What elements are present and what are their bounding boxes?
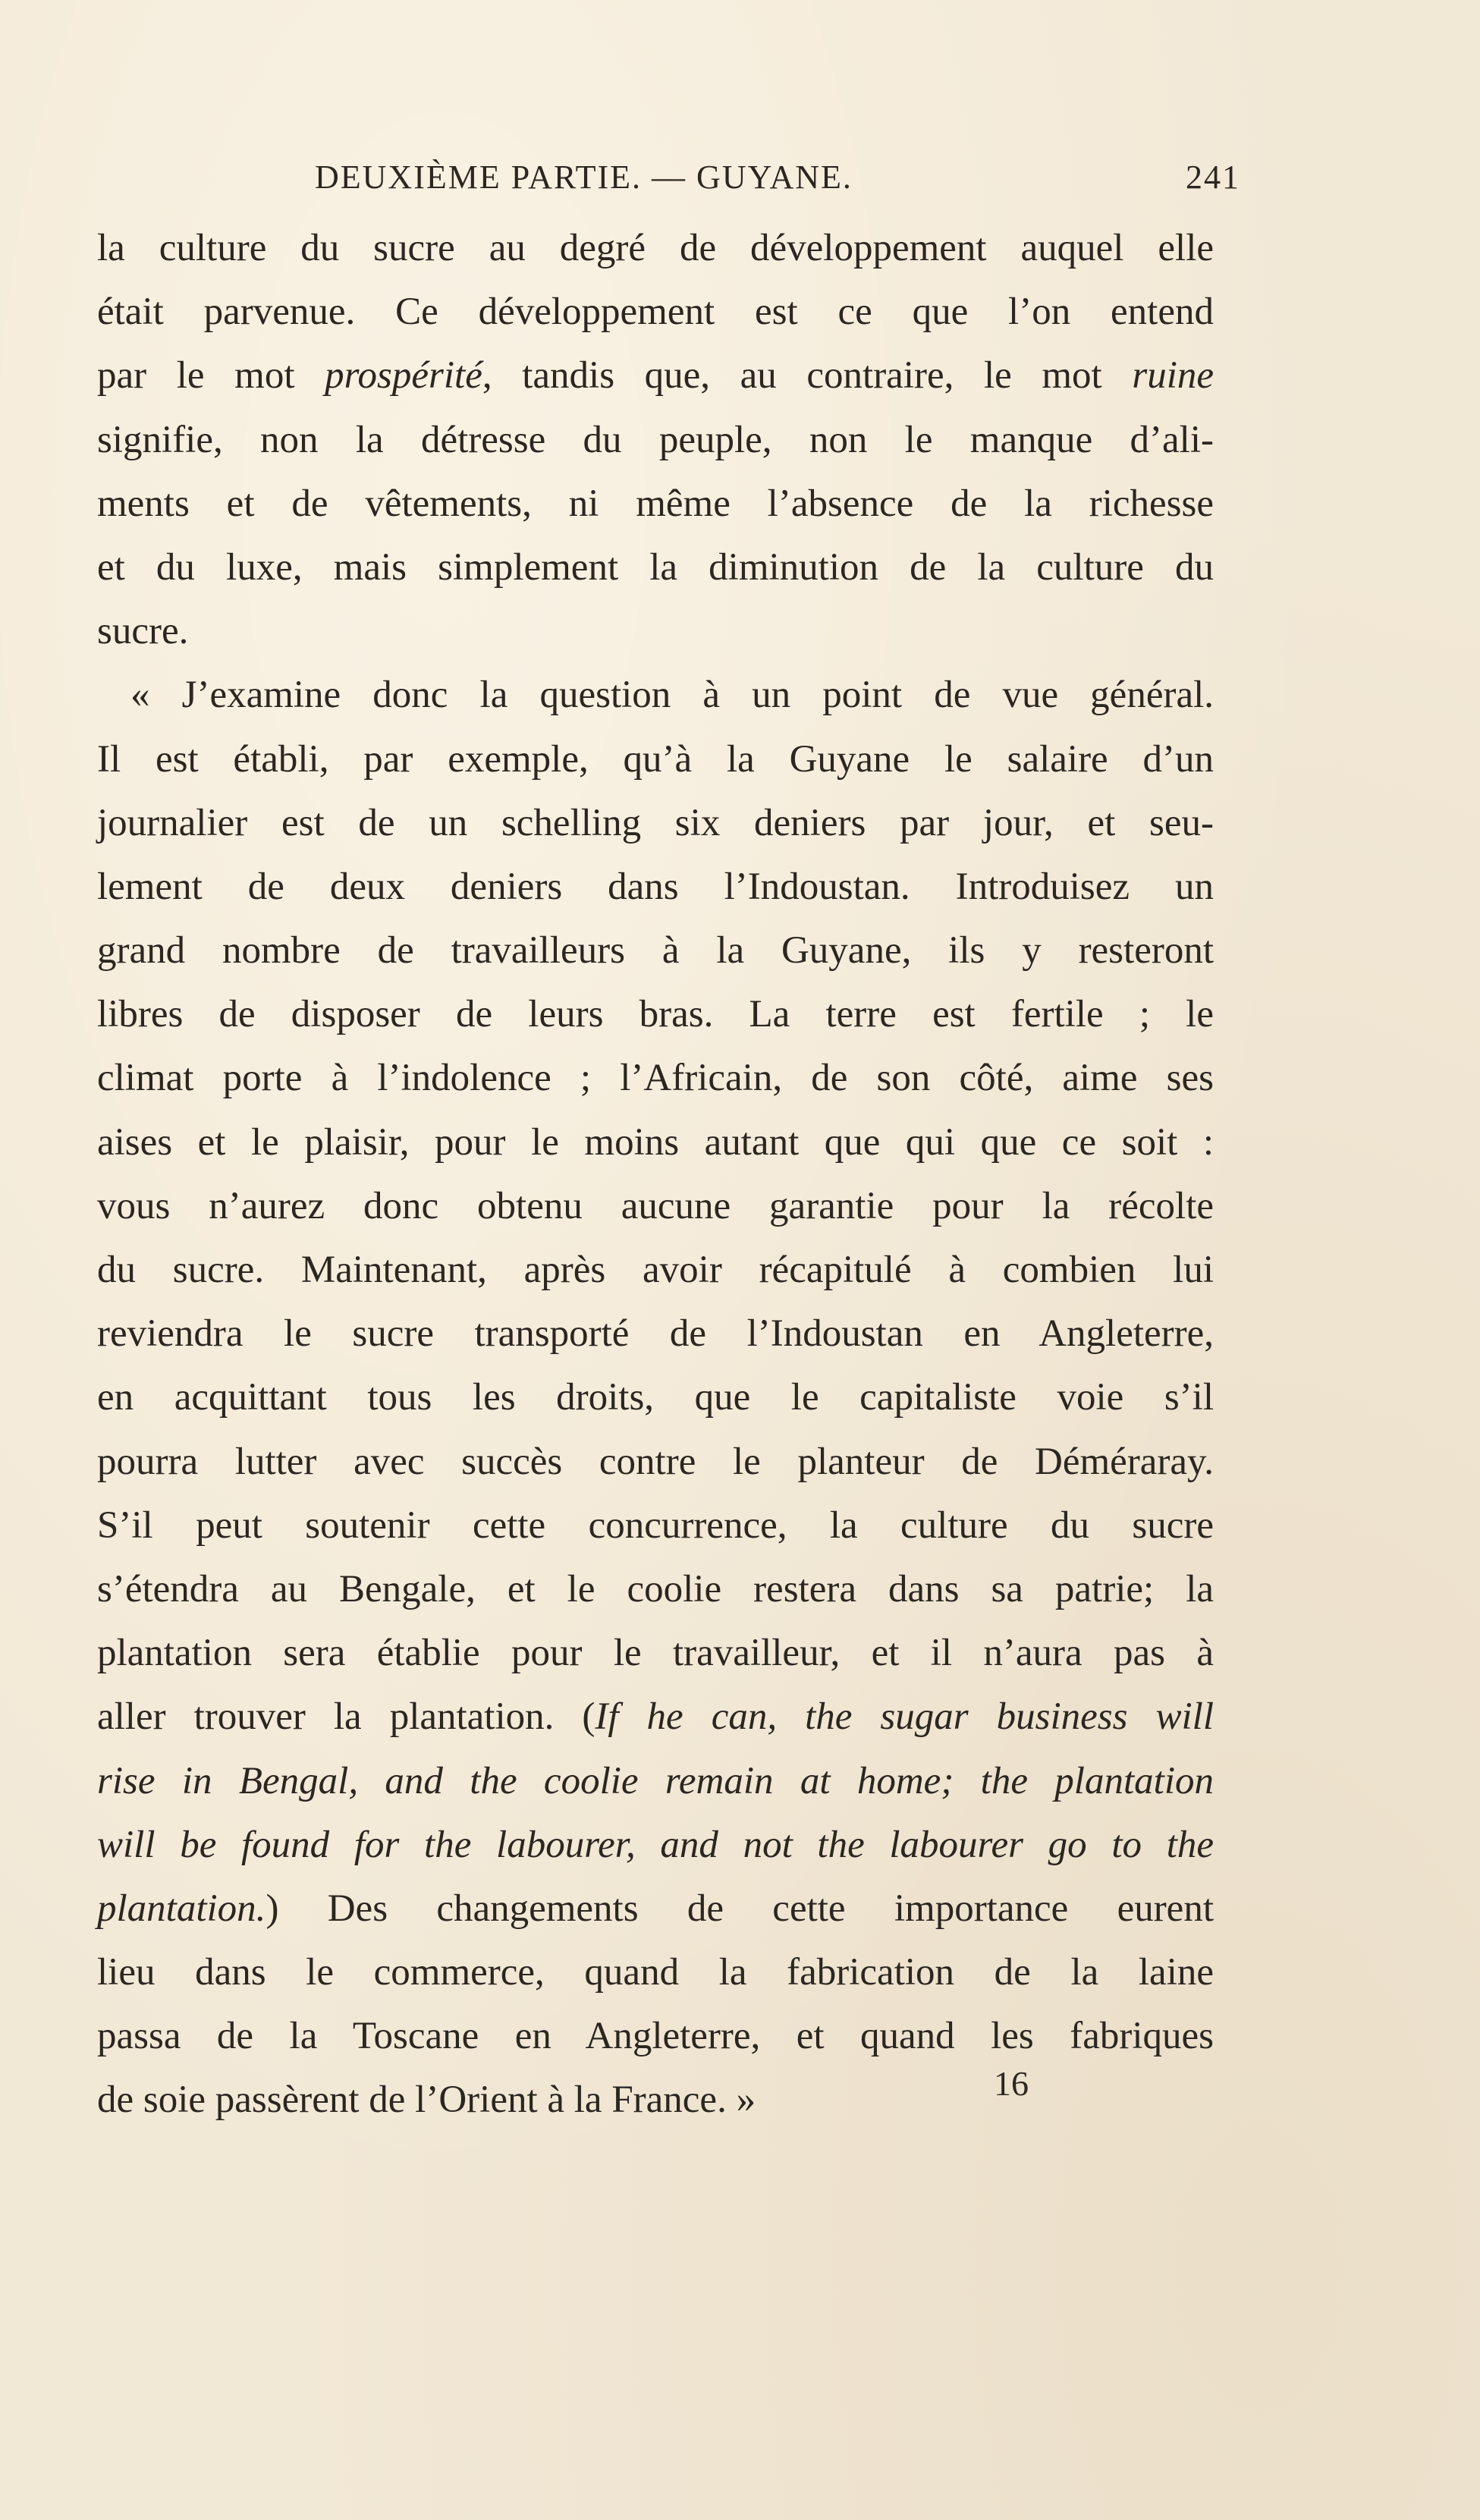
text-segment: s’étendra au Bengale, et le coolie restera dans sa patrie; la <box>97 1567 1214 1610</box>
text-line <box>97 1940 1214 2004</box>
text-line <box>97 855 1214 919</box>
text-line <box>97 216 1214 280</box>
text-segment: grand nombre de travailleurs à la Guyane, ils y resteront <box>97 929 1214 972</box>
italic-text: will be found for the labourer, and not the labourer go to the <box>97 1823 1214 1866</box>
text-segment: pourra lutter avec succès contre le planteur de Déméraray. <box>97 1440 1214 1483</box>
text-line <box>97 472 1214 536</box>
body-text <box>97 216 1214 2132</box>
text-segment: de soie passèrent de l’Orient à la France. » <box>97 2079 756 2122</box>
text-segment: ments et de vêtements, ni même l’absence de la richesse <box>97 482 1214 525</box>
text-line <box>97 982 1214 1046</box>
text-segment: plantation sera établie pour le travailleur, et il n’aura pas à <box>97 1632 1214 1675</box>
text-segment: était parvenue. Ce développement est ce que l’on entend <box>97 291 1214 334</box>
text-segment: vous n’aurez donc obtenu aucune garantie pour la récolte <box>97 1184 1214 1227</box>
text-line <box>97 2068 1214 2132</box>
text-line <box>97 727 1214 791</box>
text-line <box>97 1302 1214 1365</box>
text-line <box>97 1685 1214 1749</box>
text-line <box>97 2004 1214 2068</box>
text-segment: lement de deux deniers dans l’Indoustan. Introduisez un <box>97 865 1214 908</box>
text-line <box>97 1111 1214 1174</box>
text-segment: passa de la Toscane en Angleterre, et quand les fabriques <box>97 2015 1214 2058</box>
text-segment: la culture du sucre au degré de développement auquel elle <box>97 227 1214 269</box>
text-segment: Il est établi, par exemple, qu’à la Guyane le salaire d’un <box>97 737 1214 781</box>
text-segment: ) Des changements de cette importance eurent <box>266 1887 1214 1930</box>
text-line <box>97 1877 1214 1940</box>
text-line <box>97 536 1214 599</box>
text-segment: S’il peut soutenir cette concurrence, la culture du sucre <box>97 1504 1214 1547</box>
text-line <box>97 1238 1214 1302</box>
italic-text: If he can, the sugar business will <box>595 1695 1214 1739</box>
text-segment: libres de disposer de leurs bras. La terre est fertile ; le <box>97 993 1214 1036</box>
text-segment: climat porte à l’indolence ; l’Africain, de son côté, aime ses <box>97 1057 1214 1100</box>
text-line <box>97 1365 1214 1429</box>
text-segment: du sucre. Maintenant, après avoir récapitulé à combien lui <box>97 1249 1214 1291</box>
text-segment: sucre. <box>97 610 189 653</box>
text-segment: reviendra le sucre transporté de l’Indoustan en Angleterre, <box>97 1312 1214 1356</box>
italic-text: plantation. <box>97 1887 266 1930</box>
text-segment: , tandis que, au contraire, le mot <box>482 354 1133 397</box>
text-segment: en acquittant tous les droits, que le capitaliste voie s’il <box>97 1376 1214 1419</box>
text-line <box>97 1494 1214 1557</box>
running-title: DEUXIÈME PARTIE. — GUYANE. <box>315 159 853 196</box>
italic-text: ruine <box>1132 354 1214 397</box>
text-line <box>97 1749 1214 1813</box>
text-segment: par le mot <box>97 354 325 397</box>
text-segment: aises et le plaisir, pour le moins autant que qui que ce soit : <box>97 1120 1214 1164</box>
running-header <box>315 158 1240 203</box>
text-line <box>97 1430 1214 1494</box>
text-segment: journalier est de un schelling six deniers par jour, et seu- <box>97 801 1214 844</box>
text-line <box>97 919 1214 982</box>
text-segment: « J’examine donc la question à un point de vue général. <box>130 674 1214 717</box>
text-line <box>97 344 1214 407</box>
text-line <box>97 1621 1214 1685</box>
text-line <box>97 663 1214 727</box>
page-number: 241 <box>1186 159 1240 196</box>
text-line <box>97 280 1214 344</box>
text-line <box>97 1813 1214 1877</box>
text-segment: signifie, non la détresse du peuple, non le manque d’ali- <box>97 418 1214 461</box>
signature-mark: 16 <box>994 2064 1029 2103</box>
text-line <box>97 599 1214 663</box>
text-segment: et du luxe, mais simplement la diminution de la culture du <box>97 545 1214 589</box>
text-segment: lieu dans le commerce, quand la fabrication de la laine <box>97 1951 1214 1994</box>
italic-text: prospérité <box>325 354 482 397</box>
text-line <box>97 791 1214 855</box>
italic-text: rise in Bengal, and the coolie remain at home; the plantation <box>97 1759 1214 1802</box>
text-line <box>97 1046 1214 1110</box>
text-segment: aller trouver la plantation. ( <box>97 1695 595 1739</box>
text-line <box>97 1557 1214 1621</box>
text-line <box>97 1174 1214 1238</box>
text-line <box>97 408 1214 472</box>
